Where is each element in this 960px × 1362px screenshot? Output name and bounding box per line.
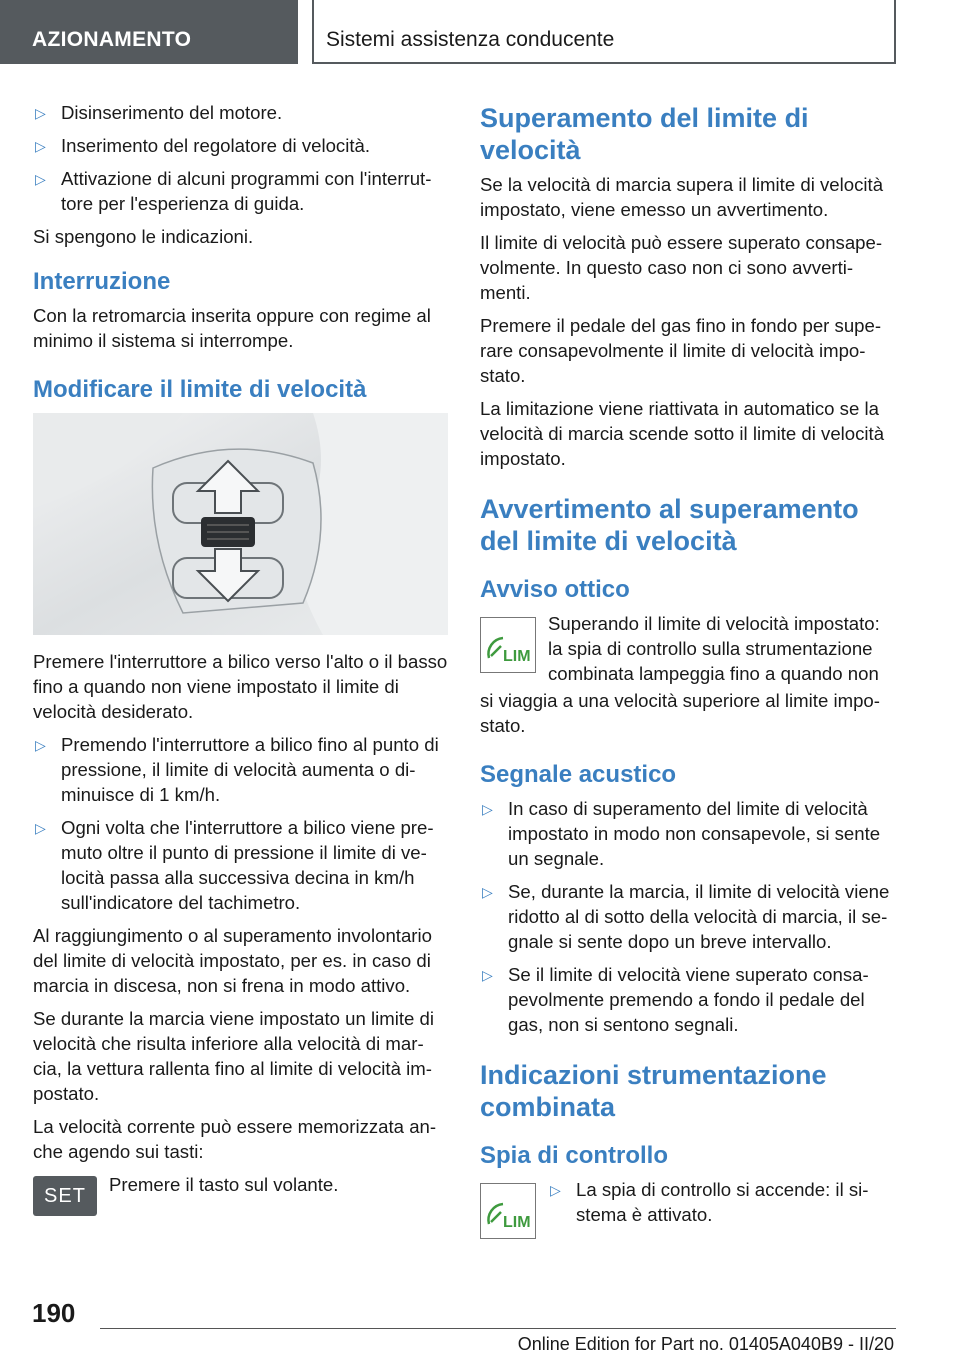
right-column (480, 102, 898, 1241)
set-button-row (33, 1172, 451, 1216)
triangle-bullet-icon: ▷ (35, 105, 46, 121)
left-column (33, 100, 451, 1218)
heading-segnale: Segnale acustico (480, 761, 677, 788)
paragraph: Con la retromarcia inserita oppure con regime al minimo il sistema si interrompe. (33, 305, 431, 351)
paragraph: Si spengono le indicazioni. (33, 226, 254, 247)
paragraph: Superando il limite di velocità impostato: la spia di controllo sulla strumentazione combinata lampeggia fino a quando non (548, 613, 880, 684)
paragraph: Se durante la marcia viene impostato un limite di velocità che risulta inferiore alla velocità di mar-cia, la vettura rallenta fino al limite di velocità im-postato. (33, 1008, 435, 1104)
heading-avviso-ottico: Avviso ottico (480, 576, 630, 603)
heading-spia: Spia di controllo (480, 1142, 669, 1169)
heading-modificare: Modificare il limite di velocità (33, 376, 367, 403)
list-item: ▷ Attivazione di alcuni programmi con l'interrut-tore per l'esperienza di guida. (35, 168, 432, 214)
list-item: ▷ In caso di superamento del limite di velocità impostato in modo non consapevole, si sente un segnale. (482, 798, 881, 869)
lim-indicator-row (480, 611, 898, 686)
paragraph: si viaggia a una velocità superiore al limite impo-stato. (480, 690, 880, 736)
list-item: ▷ Premendo l'interruttore a bilico fino al punto di pressione, il limite di velocità aumenta o di-minuisce di 1 km/h. (35, 734, 439, 805)
speed-limiter-lamp-icon: LIM (480, 617, 536, 673)
paragraph: La limitazione viene riattivata in automatico se la velocità di marcia scende sotto il limite di velocità impostato. (480, 398, 885, 469)
paragraph: Premere l'interruttore a bilico verso l'alto o il basso fino a quando non viene impostato il limite di velocità desiderato. (33, 651, 448, 722)
list-item: ▷ Disinserimento del motore. (33, 100, 451, 125)
section-tab: AZIONAMENTO (0, 0, 298, 64)
speed-limiter-lamp-icon: LIM (480, 1183, 536, 1239)
edition-footer: Online Edition for Part no. 01405A040B9 - II/20 (517, 1334, 894, 1354)
triangle-bullet-icon: ▷ (35, 820, 46, 836)
heading-indicazioni: Indicazioni strumentazione combinata (480, 1060, 827, 1122)
list-item: ▷ Inserimento del regolatore di velocità. (33, 133, 451, 158)
list-item: ▷ Se il limite di velocità viene superato consa-pevolmente premendo a fondo il pedale del gas, non si sentono segnali. (482, 964, 869, 1035)
triangle-bullet-icon: ▷ (35, 171, 46, 187)
heading-avvertimento: Avvertimento al superamento del limite di velocità (480, 494, 859, 556)
paragraph: Al raggiungimento o al superamento involontario del limite di velocità impostato, per es. in caso di marcia in discesa, non si frena in modo attivo. (33, 925, 432, 996)
paragraph: Il limite di velocità può essere superato consape-volmente. In questo caso non ci sono avverti-menti. (480, 232, 883, 303)
rocker-switch-illustration (33, 413, 448, 635)
paragraph: La velocità corrente può essere memorizzata an-che agendo sui tasti: (33, 1116, 437, 1162)
list-item: ▷ La spia di controllo si accende: il si-stema è attivato. (550, 1179, 869, 1225)
heading-interruzione: Interruzione (33, 268, 171, 295)
spia-row (480, 1177, 898, 1239)
list-item: ▷ Ogni volta che l'interruttore a bilico viene pre-muto oltre il punto di pressione il limite di ve-locità passa alla successiva decina in km/h sull'indicatore del tachimetro. (35, 817, 434, 913)
steering-wheel-switch-image (33, 413, 448, 635)
triangle-bullet-icon: ▷ (482, 801, 493, 817)
set-button-icon: SET (33, 1176, 97, 1216)
footer-divider (100, 1328, 896, 1329)
paragraph: Se la velocità di marcia supera il limite di velocità impostato, viene emesso un avvertimento. (480, 174, 884, 220)
paragraph: Premere il pedale del gas fino in fondo per supe-rare consapevolmente il limite di velocità impo-stato. (480, 315, 882, 386)
triangle-bullet-icon: ▷ (35, 737, 46, 753)
list-item: ▷ Se, durante la marcia, il limite di velocità viene ridotto al di sotto della velocità di marcia, il se-gnale si sente dopo un breve intervallo. (482, 881, 890, 952)
triangle-bullet-icon: ▷ (482, 967, 493, 983)
heading-superamento: Superamento del limite di velocità (480, 103, 809, 165)
triangle-bullet-icon: ▷ (35, 138, 46, 154)
page-number: 190 (32, 1298, 76, 1328)
triangle-bullet-icon: ▷ (550, 1182, 561, 1198)
triangle-bullet-icon: ▷ (482, 884, 493, 900)
chapter-title: Sistemi assistenza conducente (312, 0, 896, 64)
paragraph: Premere il tasto sul volante. (109, 1174, 339, 1195)
